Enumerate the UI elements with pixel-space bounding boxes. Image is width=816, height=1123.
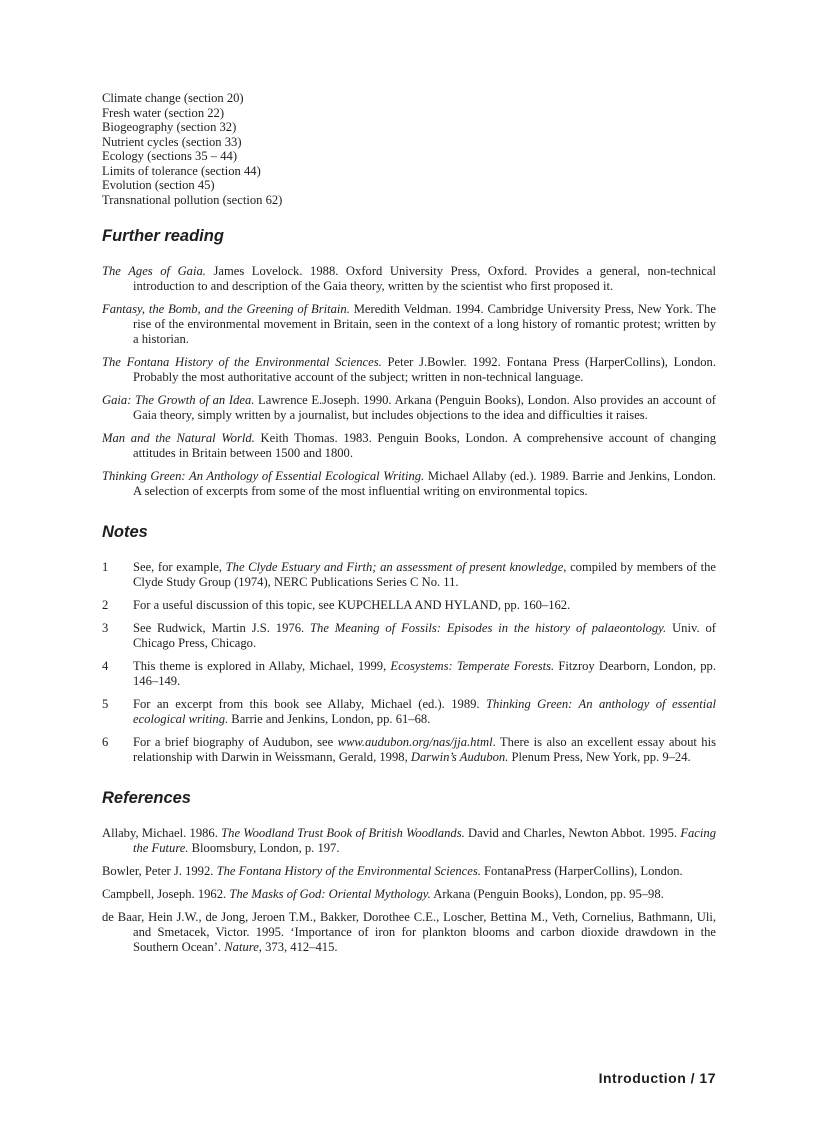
note-item: 5 For an excerpt from this book see Allaby, Michael (ed.). 1989. Thinking Green: An anthology of essential ecological writing. Barrie and Jenkins, London, pp. 61–68.: [102, 697, 717, 726]
reading-text: Lawrence E.Joseph. 1990. Arkana (Penguin Books), London. Also provides an account of Gaia theory, simply written by a journalist, but includes objections to the idea and difficulties it raises.: [133, 393, 717, 422]
reading-text: Peter J.Bowler. 1992. Fontana Press (HarperCollins), London. Probably the most authoritative account of the subject; written in non-technical language.: [133, 355, 716, 384]
reading-title: Gaia: The Growth of an Idea.: [102, 393, 255, 407]
topic-list: [102, 91, 716, 207]
note-number: 6: [102, 735, 109, 749]
note-item: 1 See, for example, The Clyde Estuary and Firth; an assessment of present knowledge, compiled by members of the Clyde Study Group (1974), NERC Publications Series C No. 11.: [102, 560, 716, 589]
reading-item: [102, 469, 716, 499]
topic-item: Biogeography (section 32): [102, 120, 237, 134]
note-item: 4 This theme is explored in Allaby, Michael, 1999, Ecosystems: Temperate Forests. Fitzroy Dearborn, London, pp. 146–149.: [102, 659, 717, 688]
note-number: 4: [102, 659, 109, 673]
reading-text: Michael Allaby (ed.). 1989. Barrie and Jenkins, London. A selection of excerpts from some of the most influential writing on environmental topics.: [133, 469, 717, 498]
references-list: [102, 826, 716, 955]
reading-text: James Lovelock. 1988. Oxford University Press, Oxford. Provides a general, non-technical introduction to and description of the Gaia theory, written by the scientist who first proposed it.: [133, 264, 716, 293]
topic-item: Evolution (section 45): [102, 178, 215, 192]
reference-item: Allaby, Michael. 1986. The Woodland Trust Book of British Woodlands. David and Charles, Newton Abbot. 1995. Facing the Future. Bloomsbury, London, p. 197.: [102, 826, 716, 855]
note-item: 2 For a useful discussion of this topic, see KUPCHELLA AND HYLAND, pp. 160–162.: [102, 598, 571, 612]
topic-item: Transnational pollution (section 62): [102, 192, 283, 207]
reading-item: [102, 431, 716, 461]
reading-title: The Ages of Gaia.: [102, 264, 206, 278]
reading-title: Fantasy, the Bomb, and the Greening of Britain.: [102, 302, 350, 316]
note-number: 5: [102, 697, 109, 711]
reference-item: de Baar, Hein J.W., de Jong, Jeroen T.M., Bakker, Dorothee C.E., Loscher, Bettina M., Veth, Cornelius, Bathmann, Uli, and Smetacek, Victor. 1995. ‘Importance of iron for plankton blooms and carbon dioxide drawdown in the Southern Ocean’. Nature, 373, 412–415.: [102, 910, 716, 954]
reading-text: Keith Thomas. 1983. Penguin Books, London. A comprehensive account of changing attitudes in Britain between 1500 and 1800.: [133, 431, 717, 460]
note-item: 3 See Rudwick, Martin J.S. 1976. The Meaning of Fossils: Episodes in the history of palaeontology. Univ. of Chicago Press, Chicago.: [102, 621, 716, 650]
reference-item: Campbell, Joseph. 1962. The Masks of God: Oriental Mythology. Arkana (Penguin Books), London, pp. 95–98.: [102, 887, 664, 901]
further-reading-list: [102, 264, 716, 499]
references-heading: References: [102, 789, 191, 807]
further-reading-heading: Further reading: [102, 227, 224, 245]
topic-item: Limits of tolerance (section 44): [102, 163, 261, 178]
page-footer: Introduction / 17: [598, 1070, 716, 1086]
page-body: [102, 91, 716, 963]
reference-item: Bowler, Peter J. 1992. The Fontana History of the Environmental Sciences. FontanaPress (HarperCollins), London.: [102, 864, 683, 878]
notes-heading: Notes: [102, 523, 148, 541]
topic-item: Fresh water (section 22): [102, 105, 225, 120]
reading-title: The Fontana History of the Environmental Sciences.: [102, 355, 382, 369]
reading-item: [102, 355, 716, 385]
notes-list: [102, 560, 716, 765]
reading-text: Meredith Veldman. 1994. Cambridge University Press, New York. The rise of the environmental movement in Britain, seen in the context of a long history of romantic protest; written by a historian.: [133, 302, 717, 346]
topic-item: Nutrient cycles (section 33): [102, 134, 242, 149]
reading-title: Thinking Green: An Anthology of Essential Ecological Writing.: [102, 469, 425, 483]
topic-item: Climate change (section 20): [102, 91, 244, 105]
note-number: 2: [102, 598, 109, 612]
note-number: 1: [102, 560, 109, 574]
reading-item: [102, 393, 716, 423]
note-number: 3: [102, 621, 109, 635]
reading-item: [102, 264, 716, 294]
reading-item: [102, 302, 716, 347]
note-item: 6 For a brief biography of Audubon, see www.audubon.org/nas/jja.html. There is also an excellent essay about his relationship with Darwin in Weissmann, Gerald, 1998, Darwin’s Audubon. Plenum Press, New York, pp. 9–24.: [102, 735, 716, 764]
topic-item: Ecology (sections 35 – 44): [102, 149, 238, 163]
reading-title: Man and the Natural World.: [102, 431, 255, 445]
